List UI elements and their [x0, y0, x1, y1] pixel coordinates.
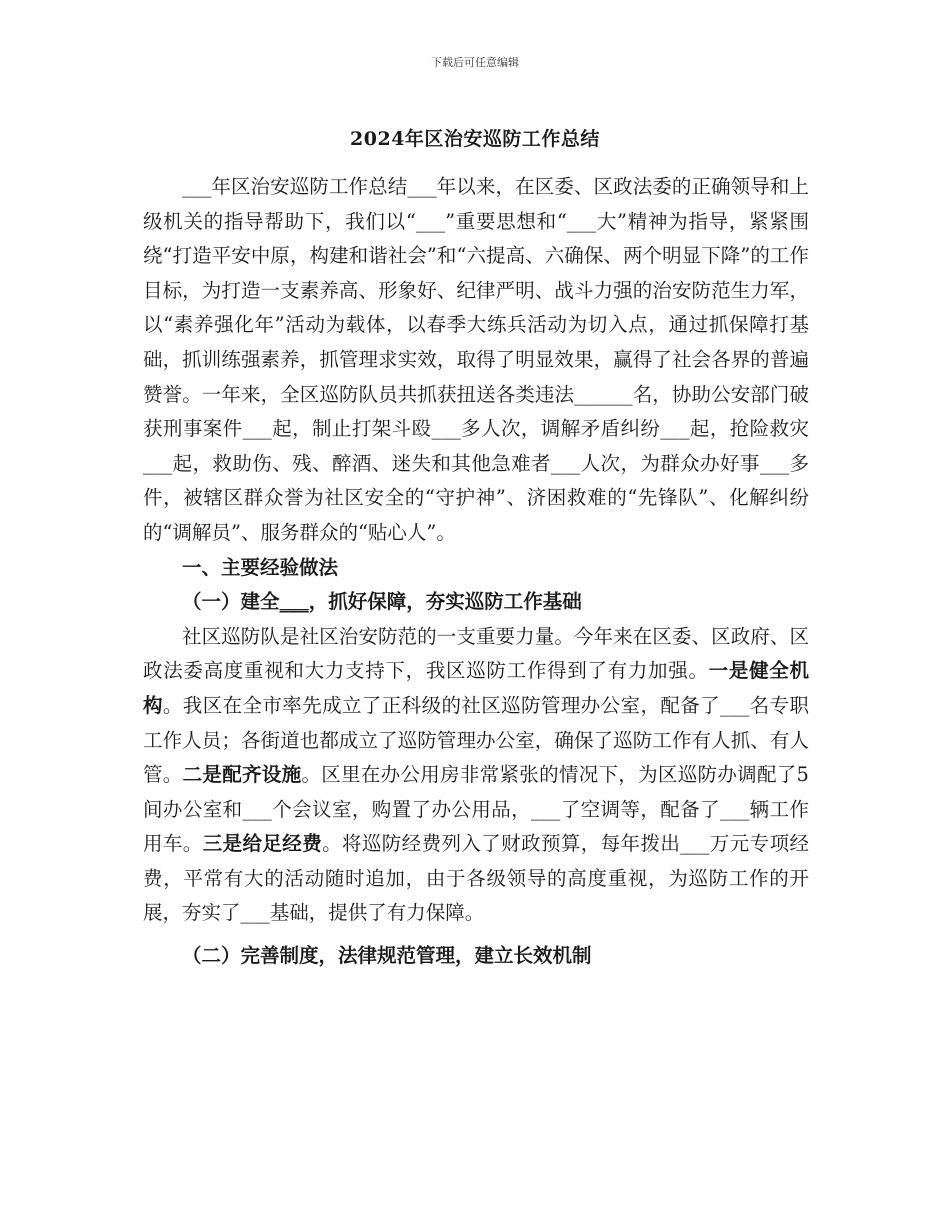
subsection-1-heading-blank: ___ [279, 590, 309, 614]
point-2-text: 。区里在办公用房非常紧张的情况下，为区巡防办调配了5间办公室和___个会议室，购置了办公用品，___了空调等，配备了___辆工作用车。 [143, 763, 809, 856]
document-body [143, 170, 809, 974]
subsection-1-paragraph [143, 620, 809, 931]
intro-paragraph: ___年区治安巡防工作总结___年以来，在区委、区政法委的正确领导和上级机关的指导帮助下，我们以“___”重要思想和“___大”精神为指导，紧紧围绕“打造平安中原，构建和谐社会”和“六提高、六确保、两个明显下降”的工作目标，为打造一支素养高、形象好、纪律严明、战斗力强的治安防范生力军，以“素养强化年”活动为载体，以春季大练兵活动为切入点，通过抓保障打基础，抓训练强素养，抓管理求实效，取得了明显效果，赢得了社会各界的普遍赞誉。一年来，全区巡防队员共抓获扭送各类违法______名，协助公安部门破获刑事案件___起，制止打架斗殴___多人次，调解矛盾纠纷___起，抢险救灾___起，救助伤、残、醉酒、迷失和其他急难者___人次，为群众办好事___多件，被辖区群众誉为社区安全的“守护神”、济困救难的“先锋队”、化解纠纷的“调解员”、服务群众的“贴心人”。 [143, 175, 809, 544]
document-title: 2024年区治安巡防工作总结 [350, 128, 600, 150]
point-1-text: 。我区在全市率先成立了正科级的社区巡防管理办公室，配备了___名专职工作人员；各街道也都成立了巡防管理办公室，确保了巡防工作有人抓、有人管。 [143, 693, 809, 787]
subsection-2-heading: （二）完善制度，法律规范管理，建立长效机制 [182, 944, 592, 968]
point-2-label: 二是配齐设施 [182, 763, 302, 787]
paragraph-lead: 社区巡防队是社区治安防范的一支重要力量。今年来在区委、区政府、区政法委高度重视和大力支持下，我区巡防工作得到了有力加强。 [143, 624, 809, 683]
point-3-label: 三是给足经费 [202, 832, 323, 856]
point-3-text: 。将巡防经费列入了财政预算，每年拨出___万元专项经费，平常有大的活动随时追加，由于各级领导的高度重视，为巡防工作的开展，夯实了___基础，提供了有力保障。 [143, 832, 809, 925]
section-1-heading: 一、主要经验做法 [182, 555, 339, 579]
subsection-1-heading-prefix: （一）建全 [182, 590, 280, 614]
header-note: 下载后可任意编辑 [431, 56, 519, 69]
subsection-1-heading [143, 585, 809, 620]
subsection-1-heading-suffix: ，抓好保障，夯实巡防工作基础 [308, 590, 582, 614]
point-1-label: 一是健全机构 [143, 659, 809, 717]
